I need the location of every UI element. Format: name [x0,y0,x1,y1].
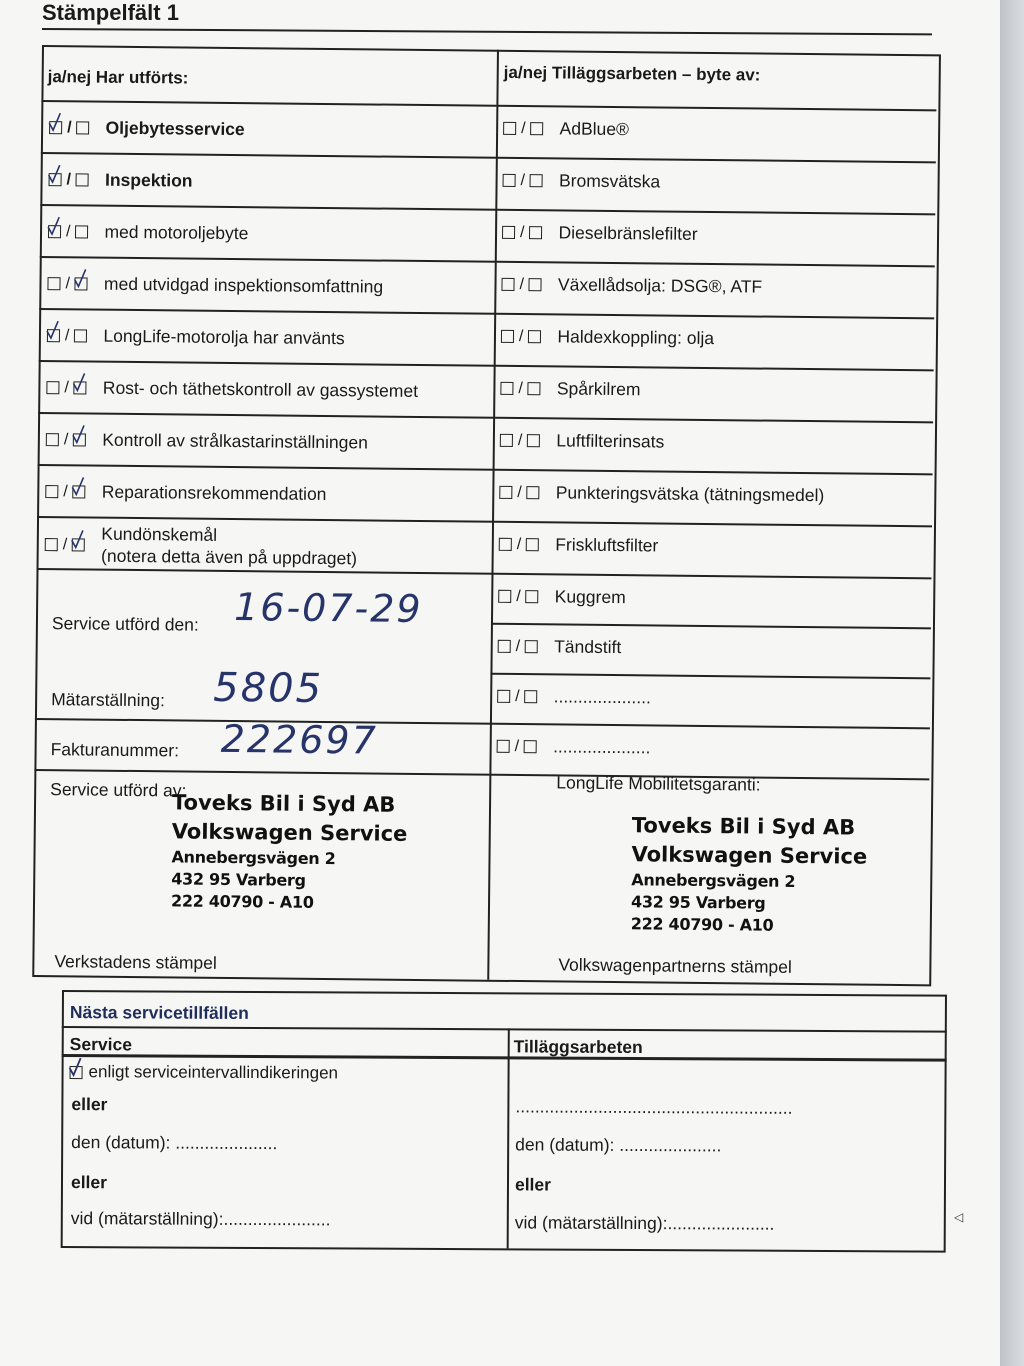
no-checkbox[interactable] [77,121,90,134]
page-title: Stämpelfält 1 [42,0,179,25]
yes-checkbox[interactable] [500,434,513,447]
yes-checkbox[interactable] [497,690,510,703]
yes-checkbox[interactable] [45,538,58,551]
yes-no-checkboxes[interactable]: / [502,223,543,241]
extra-date-field[interactable]: den (datum): ..................... [515,1134,722,1156]
no-checkbox[interactable] [529,278,542,291]
yes-checkbox[interactable] [499,538,512,551]
odometer-value[interactable]: 5805 [213,664,324,712]
left-item-row[interactable] [47,273,383,298]
page-edge [1000,0,1024,1366]
yes-checkbox[interactable] [498,640,511,653]
yes-no-checkboxes[interactable]: / [48,171,89,189]
left-item-row[interactable] [45,523,358,570]
stamp-service: Volkswagen Service [631,842,868,869]
item-label: med utvidgad inspektionsomfattning [103,273,384,297]
no-checkbox[interactable] [524,740,537,753]
stamp-city: 432 95 Varberg [630,892,766,913]
yes-no-checkboxes[interactable]: / [45,536,86,554]
right-item-row[interactable] [501,274,762,298]
item-label: LongLife-motorolja har använts [103,325,345,349]
right-item-row[interactable] [498,586,626,608]
yes-checkbox[interactable] [500,382,513,395]
item-label-note: (notera detta även på uppdraget) [101,545,358,569]
yes-checkbox[interactable] [503,174,516,187]
extra-work-field[interactable]: ......................................................... [515,1096,793,1118]
left-item-row[interactable] [48,169,192,192]
yes-checkbox[interactable] [47,277,60,290]
check-mark-icon [72,476,86,496]
extra-odometer-field[interactable]: vid (mätarställning):...................... [514,1212,775,1234]
yes-no-checkboxes[interactable]: / [49,119,90,137]
no-checkbox[interactable] [527,486,540,499]
no-checkbox[interactable] [74,329,87,342]
check-mark-icon [71,530,85,550]
no-checkbox[interactable] [525,640,538,653]
right-column-header: ja/nej Tilläggsarbeten – byte av: [503,62,761,85]
stamp-city: 432 95 Varberg [171,869,306,890]
right-item-row[interactable] [499,482,824,506]
yes-checkbox[interactable] [47,329,60,342]
item-label: .................... [553,686,652,708]
item-label: Spårkilrem [556,378,641,400]
stamp-id: 222 40790 - A10 [630,914,774,935]
no-checkbox[interactable] [530,174,543,187]
odometer-field[interactable]: vid (mätarställning):...................... [70,1208,331,1230]
item-label-group [101,524,357,570]
no-checkbox[interactable] [73,433,86,446]
yes-checkbox[interactable] [49,173,62,186]
stamp-form [32,45,942,989]
no-checkbox[interactable] [75,225,88,238]
yes-no-checkboxes[interactable]: / [500,379,541,397]
check-mark-icon [48,164,62,184]
check-mark-icon [47,216,61,236]
no-checkbox[interactable] [76,173,89,186]
yes-no-checkboxes[interactable]: / [46,379,87,397]
yes-no-checkboxes[interactable]: / [501,327,542,345]
check-mark-icon [69,1057,83,1077]
check-mark-icon [48,112,62,132]
yes-no-checkboxes[interactable]: / [500,431,541,449]
left-item-row[interactable] [45,481,326,505]
triangle-marker-icon: ◁ [954,1210,964,1224]
workshop-stamp [171,788,408,915]
interval-checkbox[interactable] [70,1066,83,1079]
item-label: Bromsvätska [558,170,661,192]
right-item-row[interactable] [500,430,665,453]
no-checkbox[interactable] [526,590,539,603]
yes-no-checkboxes[interactable]: / [503,119,544,137]
or-label: eller [71,1094,108,1115]
stamp-company: Toveks Bil i Syd AB [171,790,396,817]
stamp-id: 222 40790 - A10 [170,891,314,912]
interval-option[interactable] [70,1062,339,1083]
right-item-row[interactable] [502,170,660,193]
right-item-row[interactable] [499,534,659,557]
yes-no-checkboxes[interactable]: / [47,275,88,293]
check-mark-icon [46,320,60,340]
yes-no-checkboxes[interactable]: / [48,223,89,241]
item-label: Inspektion [104,169,193,191]
left-item-row[interactable] [46,429,368,453]
next-service-section [61,990,947,1253]
item-label: Kuggrem [554,586,626,608]
yes-checkbox[interactable] [501,330,514,343]
yes-checkbox[interactable] [49,121,62,134]
item-label: AdBlue® [559,118,630,140]
item-label: Rost- och täthetskontroll av gassystemet [102,377,419,401]
item-label: Luftfilterinsats [556,430,665,452]
invoice-value[interactable]: 222697 [220,716,379,763]
interval-option-label: enligt serviceintervallindikeringen [88,1062,339,1083]
yes-no-checkboxes[interactable]: / [498,587,539,605]
left-item-row[interactable] [46,377,418,402]
yes-checkbox[interactable] [45,485,58,498]
left-item-row[interactable] [49,117,245,140]
yes-no-checkboxes[interactable]: / [47,327,88,345]
next-service-title: Nästa servicetillfällen [69,1002,249,1023]
yes-checkbox[interactable] [497,740,510,753]
check-mark-icon [73,372,87,392]
no-checkbox[interactable] [527,434,540,447]
yes-no-checkboxes[interactable]: / [499,483,540,501]
yes-no-checkboxes[interactable]: / [501,275,542,293]
date-field[interactable]: den (datum): ..................... [71,1132,278,1154]
left-item-row[interactable] [47,325,345,349]
yes-no-checkboxes[interactable]: / [46,431,87,449]
extra-column-header: Tilläggsarbeten [513,1036,643,1058]
stamp-street: Annebergsvägen 2 [631,870,796,891]
item-label: Friskluftsfilter [555,534,659,556]
item-label: Haldexkoppling: olja [557,326,715,349]
stamp-company: Toveks Bil i Syd AB [631,813,856,840]
item-label: Dieselbränslefilter [558,222,698,244]
right-item-row[interactable] [501,326,714,349]
yes-checkbox[interactable] [46,433,59,446]
yes-checkbox[interactable] [46,381,59,394]
yes-no-checkboxes[interactable]: / [499,535,540,553]
stamp-service: Volkswagen Service [171,819,408,846]
no-checkbox[interactable] [75,277,88,290]
item-label: Kontroll av strålkastarinställningen [102,429,368,453]
no-checkbox[interactable] [528,382,541,395]
mobility-label: LongLife Mobilitetsgaranti: [556,772,761,795]
right-item-row[interactable] [502,222,698,245]
odometer-label: Mätarställning: [51,689,166,711]
yes-no-checkboxes[interactable]: / [503,171,544,189]
or-label: eller [514,1174,552,1195]
yes-checkbox[interactable] [501,278,514,291]
yes-no-checkboxes[interactable]: / [498,637,539,655]
item-label: Oljebytesservice [105,117,245,140]
item-label: Punkteringsvätska (tätningsmedel) [555,482,825,506]
or-label: eller [70,1172,108,1193]
item-label: Reparationsrekommendation [101,481,327,505]
left-column-header: ja/nej Har utförts: [47,67,189,88]
partner-stamp [631,811,868,938]
right-item-row[interactable] [503,118,629,140]
no-checkbox[interactable] [528,330,541,343]
yes-checkbox[interactable] [499,486,512,499]
item-label: med motoroljebyte [104,221,249,244]
yes-checkbox[interactable] [502,226,515,239]
yes-no-checkboxes[interactable]: / [497,687,538,705]
no-checkbox[interactable] [529,226,542,239]
right-item-row[interactable] [497,686,651,709]
no-checkbox[interactable] [73,485,86,498]
service-date-label: Service utförd den: [51,613,199,635]
no-checkbox[interactable] [74,381,87,394]
item-label: Tändstift [554,636,622,658]
yes-no-checkboxes[interactable]: / [497,737,538,755]
yes-checkbox[interactable] [498,590,511,603]
check-mark-icon [72,424,86,444]
yes-no-checkboxes[interactable]: / [45,483,86,501]
performed-by-label: Service utförd av: [50,779,187,801]
right-item-row[interactable] [500,378,640,400]
item-label: Växellådsolja: DSG®, ATF [557,274,763,297]
service-date-value[interactable]: 16-07-29 [233,585,423,632]
no-checkbox[interactable] [72,539,85,552]
check-mark-icon [74,268,88,288]
yes-checkbox[interactable] [503,122,516,135]
item-label: .................... [553,736,651,758]
partner-stamp-label: Volkswagenpartnerns stämpel [558,954,792,977]
right-item-row[interactable] [497,736,651,759]
no-checkbox[interactable] [525,690,538,703]
yes-checkbox[interactable] [48,225,61,238]
item-label: Kundönskemål [101,523,218,545]
no-checkbox[interactable] [526,538,539,551]
stamp-street: Annebergsvägen 2 [171,847,336,869]
invoice-label: Fakturanummer: [50,739,180,761]
workshop-stamp-label: Verkstadens stämpel [54,951,217,973]
right-item-row[interactable] [498,636,622,658]
service-column-header: Service [69,1034,133,1055]
no-checkbox[interactable] [531,122,544,135]
left-item-row[interactable] [48,221,249,244]
